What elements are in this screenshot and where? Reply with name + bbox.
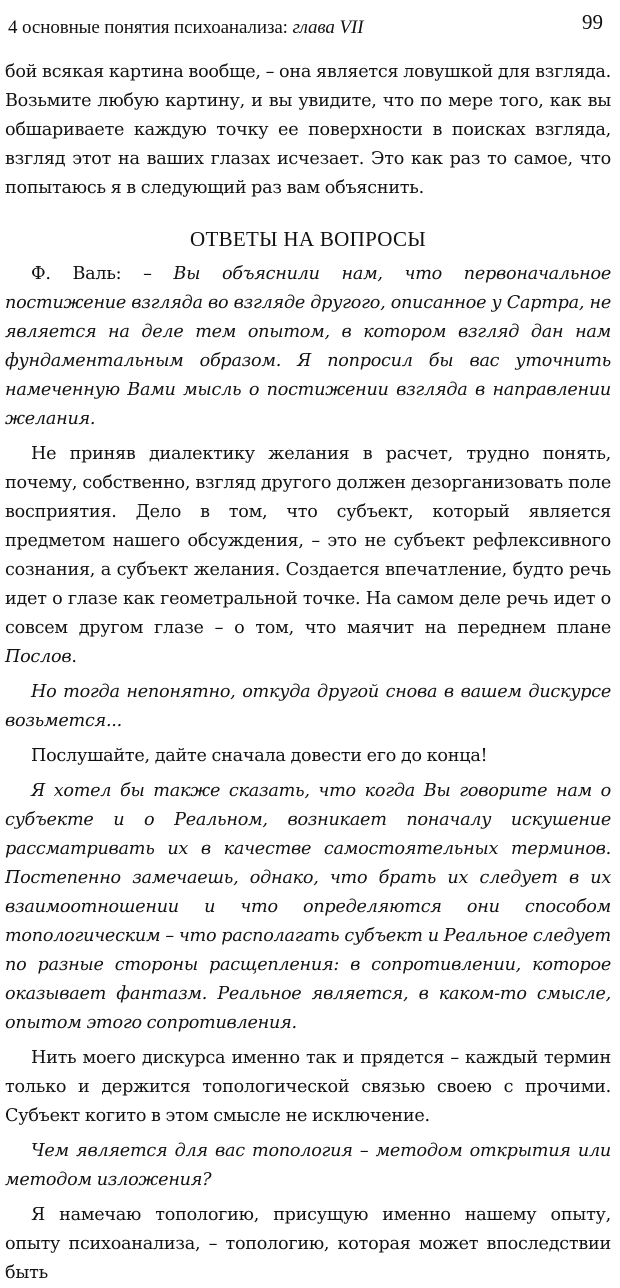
- paragraph-question-1: [5, 260, 611, 434]
- answer-text: Не приняв диалектику желания в расчет, трудно понять, почему, собственно, взгляд другого должен дезорганизовать поле восприятия. Дело в том, что субъект, который является предметом нашего обсуждения, – это не субъект рефлексивного сознания, а субъект желания. Создается впечатление, будто речь идет о глазе как геометральной точке. На самом деле речь идет о совсем другом глазе – о том, что маячит на переднем плане: [5, 444, 611, 638]
- question-text: Вы объяснили нам, что первоначальное постижение взгляда во взгляде другого, описанное у Сартра, не является на деле тем опытом, в котором взгляд дан нам фундаментальным образом. Я попросил бы вас уточнить намеченную Вами мысль о постижении взгляда в направлении желания.: [5, 264, 611, 429]
- answer-italic: Послов: [5, 647, 72, 667]
- paragraph-answer-2: Послушайте, дайте сначала довести его до конца!: [31, 746, 488, 766]
- running-title-text: 4 основные понятия психоанализа:: [8, 17, 293, 38]
- section-title: ОТВЕТЫ НА ВОПРОСЫ: [190, 227, 426, 251]
- intro-paragraph: бой всякая картина вообще, – она является ловушкой для взгляда. Возьмите любую картину, и вы увидите, что по мере того, как вы обшариваете каждую точку ее поверхности в поисках взгляда, взгляд этот на ваших глазах исчезает. Это как раз то самое, что попытаюсь я в следующий раз вам объяснить.: [5, 62, 611, 198]
- page-number: 99: [582, 10, 603, 34]
- answer-end: .: [71, 647, 77, 667]
- paragraph-answer-1: [5, 440, 611, 672]
- running-title: [8, 18, 363, 37]
- paragraph-answer-4: Я намечаю топологию, присущую именно нашему опыту, опыту психоанализа, – топологию, которая может впоследствии быть: [5, 1205, 611, 1283]
- paragraph-question-3: Я хотел бы также сказать, что когда Вы говорите нам о субъекте и о Реальном, возникает поначалу искушение рассматривать их в качестве самостоятельных терминов. Постепенно замечаешь, однако, что брать их следует в их взаимоотношении и что определяются они способом топологическим – что располагать субъект и Реальное следует по разные стороны расщепления: в сопротивлении, которое оказывает фантазм. Реальное является, в каком-то смысле, опытом этого сопротивления.: [5, 781, 611, 1033]
- speaker-label: Ф. Валь: –: [31, 264, 174, 284]
- paragraph-answer-3: Нить моего дискурса именно так и прядется – каждый термин только и держится топологической связью своею с прочими. Субъект когито в этом смысле не исключение.: [5, 1048, 611, 1126]
- running-header: [5, 0, 611, 52]
- chapter-label: глава VII: [292, 17, 364, 38]
- paragraph-question-4: Чем является для вас топология – методом открытия или методом изложения?: [5, 1141, 611, 1190]
- paragraph-question-2: Но тогда непонятно, откуда другой снова в вашем дискурсе возьмется...: [5, 682, 611, 731]
